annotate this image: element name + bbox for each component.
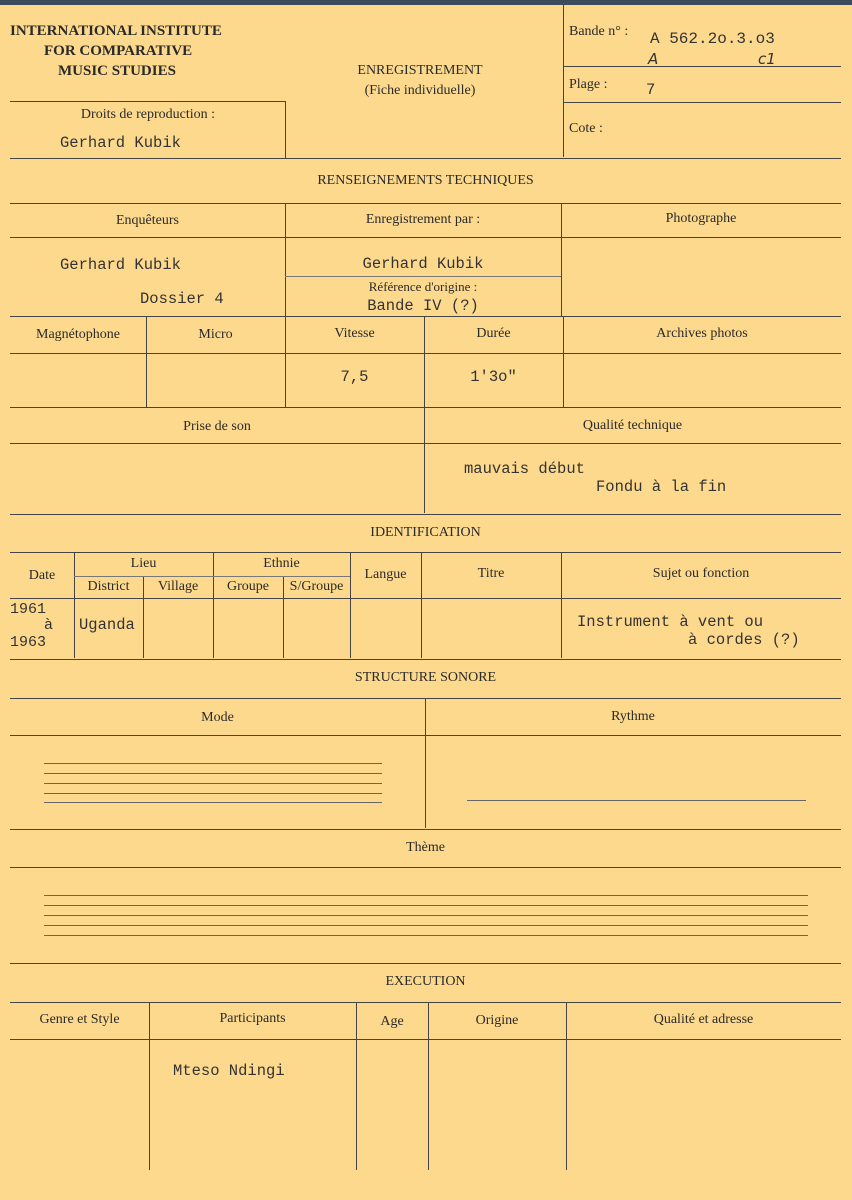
- rule: [10, 1002, 841, 1003]
- rule: [10, 101, 286, 102]
- mode-label: Mode: [201, 710, 234, 725]
- archives-photos-label: Archives photos: [656, 326, 748, 341]
- section-title-techniques: RENSEIGNEMENTS TECHNIQUES: [317, 173, 534, 188]
- participant-value: Mteso Ndingi: [173, 1062, 285, 1080]
- prise-de-son-label: Prise de son: [183, 419, 251, 434]
- rule: [10, 316, 841, 317]
- qualite-technique-label: Qualité technique: [582, 418, 683, 433]
- theme-staff-line: [44, 925, 808, 926]
- droits-value: Gerhard Kubik: [60, 134, 181, 152]
- rule: [563, 66, 841, 67]
- rule: [10, 514, 841, 515]
- ethnie-label: Ethnie: [263, 556, 300, 571]
- age-label: Age: [380, 1014, 404, 1029]
- date-value-from: 1961: [10, 601, 47, 618]
- sujet-label: Sujet ou fonction: [652, 566, 750, 581]
- bande-handwritten-a: A: [648, 50, 659, 68]
- scan-top-edge: [0, 0, 852, 5]
- reference-value: Bande IV (?): [367, 297, 479, 315]
- rule: [149, 1002, 150, 1170]
- rule: [10, 203, 841, 204]
- duree-label: Durée: [476, 326, 511, 341]
- groupe-label: Groupe: [227, 579, 269, 594]
- rule: [10, 1039, 841, 1040]
- header-right-divider: [563, 5, 564, 157]
- dossier-value: Dossier 4: [140, 290, 224, 308]
- theme-staff-line: [44, 895, 808, 896]
- rythme-line: [467, 800, 806, 801]
- qualite-technique-line1: mauvais début: [464, 460, 585, 478]
- rule: [10, 659, 841, 660]
- rule: [74, 576, 350, 577]
- rythme-label: Rythme: [611, 709, 655, 724]
- micro-label: Micro: [198, 327, 233, 342]
- theme-staff-line: [44, 935, 808, 936]
- sujet-value-line1: Instrument à vent ou: [577, 613, 764, 631]
- bande-handwritten-c1: c1: [758, 50, 776, 68]
- rule: [10, 735, 841, 736]
- mode-staff-line: [44, 802, 382, 803]
- droits-label: Droits de reproduction :: [80, 107, 216, 122]
- lieu-label: Lieu: [130, 556, 157, 571]
- photographe-label: Photographe: [665, 211, 737, 226]
- bande-value: A 562.2o.3.o3: [650, 30, 775, 48]
- mode-staff-line: [44, 773, 382, 774]
- rule: [10, 353, 841, 354]
- plage-label: Plage :: [569, 77, 608, 92]
- institute-name-line3: MUSIC STUDIES: [58, 63, 176, 79]
- section-title-execution: EXECUTION: [385, 974, 466, 989]
- rule: [10, 598, 841, 599]
- theme-staff-line: [44, 915, 808, 916]
- langue-label: Langue: [364, 567, 407, 582]
- date-label: Date: [28, 568, 56, 583]
- form-title: ENREGISTREMENT: [357, 63, 483, 78]
- enregistrement-label: Enregistrement par :: [365, 212, 481, 227]
- rule: [10, 867, 841, 868]
- participants-label: Participants: [219, 1011, 286, 1026]
- date-value-sep: à: [44, 617, 54, 634]
- genre-style-label: Genre et Style: [39, 1012, 120, 1027]
- titre-label: Titre: [477, 566, 505, 581]
- rule: [563, 102, 841, 103]
- mode-staff-line: [44, 793, 382, 794]
- qualite-adresse-label: Qualité et adresse: [653, 1012, 754, 1027]
- bande-label: Bande n° :: [569, 24, 629, 39]
- enqueteurs-value: Gerhard Kubik: [60, 256, 181, 274]
- date-value-to: 1963: [10, 634, 47, 651]
- section-title-identification: IDENTIFICATION: [370, 525, 481, 540]
- vitesse-label: Vitesse: [334, 326, 375, 341]
- cote-label: Cote :: [569, 121, 603, 136]
- institute-name-line1: INTERNATIONAL INSTITUTE: [10, 23, 222, 39]
- section-title-structure: STRUCTURE SONORE: [354, 670, 497, 685]
- form-subtitle: (Fiche individuelle): [364, 83, 476, 98]
- reference-label: Référence d'origine :: [368, 279, 478, 294]
- theme-label: Thème: [406, 840, 445, 855]
- plage-value: 7: [646, 81, 656, 99]
- duree-value: 1'3o": [470, 368, 517, 386]
- origine-label: Origine: [475, 1013, 519, 1028]
- district-label: District: [87, 579, 130, 594]
- rule: [10, 158, 841, 159]
- qualite-technique-line2: Fondu à la fin: [596, 478, 727, 496]
- mode-staff-line: [44, 783, 382, 784]
- rule: [10, 552, 841, 553]
- enqueteurs-label: Enquêteurs: [116, 213, 179, 228]
- village-label: Village: [157, 579, 199, 594]
- vitesse-value: 7,5: [340, 368, 369, 386]
- sujet-value-line2: à cordes (?): [688, 631, 800, 649]
- sgroupe-label: S/Groupe: [289, 579, 344, 594]
- mode-staff-line: [44, 763, 382, 764]
- rule: [10, 237, 841, 238]
- rule: [285, 276, 561, 277]
- magnetophone-label: Magnétophone: [36, 327, 120, 342]
- rule: [10, 829, 841, 830]
- enregistrement-value: Gerhard Kubik: [362, 255, 484, 273]
- district-value: Uganda: [79, 616, 135, 634]
- theme-staff-line: [44, 905, 808, 906]
- institute-name-line2: FOR COMPARATIVE: [44, 43, 193, 59]
- rule: [10, 963, 841, 964]
- rule: [10, 407, 841, 408]
- rule: [10, 443, 841, 444]
